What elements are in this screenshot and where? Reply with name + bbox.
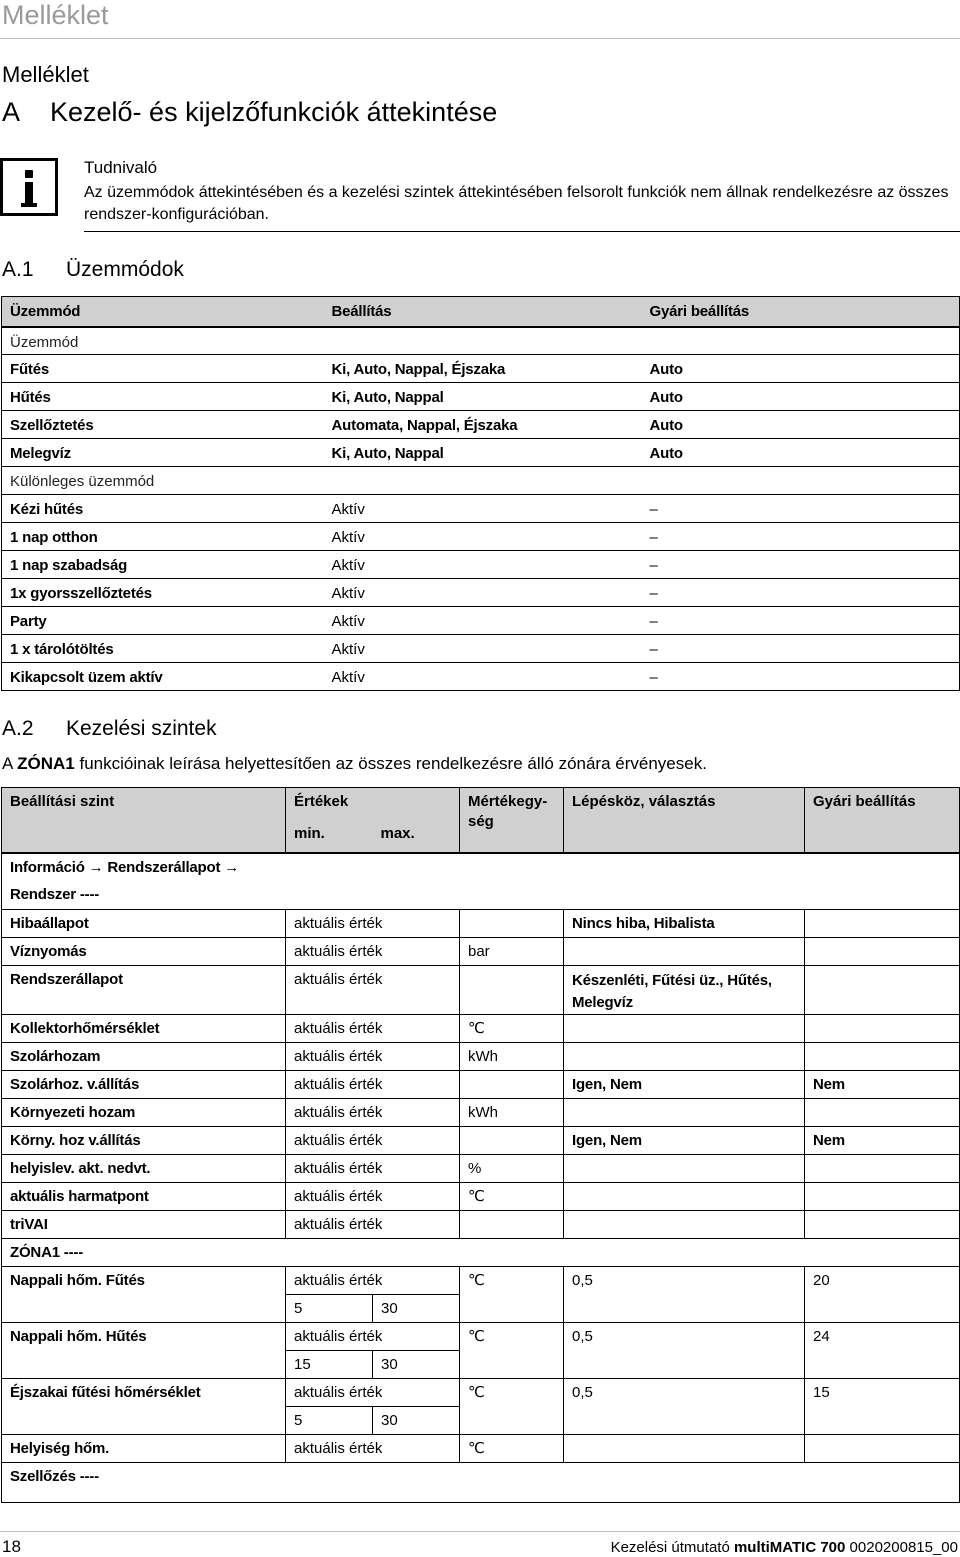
table-cell: 30: [373, 1350, 460, 1378]
table-cell: [460, 1210, 564, 1238]
table-cell: [805, 937, 960, 965]
col-header-unit: Mértékegy-ség: [460, 788, 564, 854]
chapter-title-text: Kezelő- és kijelzőfunkciók áttekintése: [50, 97, 498, 127]
info-icon: [0, 158, 58, 216]
table-row: Szolárhozam: [2, 1042, 286, 1070]
appendix-title: Melléklet: [2, 62, 89, 87]
table-row: Hűtés: [2, 383, 324, 411]
table-cell: Auto: [642, 439, 960, 467]
table-cell: [564, 1154, 805, 1182]
table-cell: ℃: [460, 1434, 564, 1462]
table-row: Nappali hőm. Hűtés: [2, 1322, 286, 1378]
table-cell: Aktív: [324, 551, 642, 579]
table-cell: [805, 1154, 960, 1182]
notice-text: Az üzemmódok áttekintésében és a kezelési szintek áttekintésében felsorolt funkciók nem állnak rendelkezésre az összes rendszer-konfigurációban.: [84, 184, 949, 223]
table-cell: [564, 1182, 805, 1210]
table-row: triVAI: [2, 1210, 286, 1238]
table-cell: [564, 1014, 805, 1042]
table-cell: 5: [286, 1406, 373, 1434]
table-cell: Auto: [642, 355, 960, 383]
menu-path-system: Rendszer ----: [2, 881, 960, 909]
intro-text: A: [2, 754, 18, 773]
footer-text: [611, 1539, 958, 1557]
table-cell: 5: [286, 1294, 373, 1322]
table-cell: –: [649, 669, 658, 686]
table-cell: aktuális érték: [286, 1098, 460, 1126]
control-levels-table: [1, 787, 960, 1503]
table-cell: [564, 937, 805, 965]
table-row: Víznyomás: [2, 937, 286, 965]
table-cell: [564, 1210, 805, 1238]
table-cell: Készenléti, Fűtési üz., Hűtés, Melegvíz: [564, 965, 805, 1014]
section-title: Kezelési szintek: [66, 717, 217, 740]
table-cell: aktuális érték: [286, 1182, 460, 1210]
table-cell: aktuális érték: [286, 1154, 460, 1182]
table-cell: 30: [373, 1294, 460, 1322]
table-cell: Nincs hiba, Hibalista: [564, 909, 805, 937]
zone-header: ZÓNA1 ----: [2, 1238, 960, 1266]
table-row: Kikapcsolt üzem aktív: [10, 669, 163, 686]
table-cell: aktuális érték: [286, 909, 460, 937]
table-cell: aktuális érték: [286, 1042, 460, 1070]
table-cell: [805, 1434, 960, 1462]
notice-rule: [84, 231, 960, 232]
table-cell: ℃: [460, 1266, 564, 1322]
table-cell: aktuális érték: [286, 1378, 460, 1406]
table-cell: [805, 965, 960, 1014]
table-cell: –: [642, 607, 960, 635]
table-cell: Ki, Auto, Nappal: [324, 383, 642, 411]
table-cell: Ki, Auto, Nappal, Éjszaka: [324, 355, 642, 383]
table-cell: 30: [373, 1406, 460, 1434]
table-cell: kWh: [460, 1042, 564, 1070]
info-notice: [0, 156, 960, 232]
table-cell: 15: [805, 1378, 960, 1434]
page-number: 18: [2, 1537, 21, 1556]
table-cell: 0,5: [564, 1266, 805, 1322]
section-a2-intro: [2, 753, 707, 775]
table-cell: [805, 1042, 960, 1070]
table-cell: 24: [805, 1322, 960, 1378]
table-cell: ℃: [460, 1014, 564, 1042]
table-row: Kézi hűtés: [2, 495, 324, 523]
table-cell: [460, 1126, 564, 1154]
col-header-values: Értékek: [286, 788, 460, 821]
table-cell: –: [642, 635, 960, 663]
table-cell: 0,5: [564, 1378, 805, 1434]
footer-rule: [0, 1531, 960, 1532]
table-cell: aktuális érték: [286, 1070, 460, 1098]
table-cell: aktuális érték: [286, 1126, 460, 1154]
group-special-mode: Különleges üzemmód: [2, 467, 960, 495]
intro-zone: ZÓNA1: [17, 754, 75, 773]
table-cell: –: [642, 495, 960, 523]
table-cell: aktuális érték: [286, 1434, 460, 1462]
col-header-min: min.: [286, 820, 373, 853]
table-cell: Automata, Nappal, Éjszaka: [324, 411, 642, 439]
table-cell: kWh: [460, 1098, 564, 1126]
table-cell: Igen, Nem: [564, 1126, 805, 1154]
table-row: Nappali hőm. Fűtés: [2, 1266, 286, 1322]
table-cell: aktuális érték: [286, 1322, 460, 1350]
footer-product: multiMATIC 700: [733, 1539, 846, 1556]
table-cell: –: [642, 551, 960, 579]
table-cell: Auto: [642, 383, 960, 411]
section-a2-heading: [2, 717, 217, 741]
table-cell: [564, 1098, 805, 1126]
table-cell: Ki, Auto, Nappal: [324, 439, 642, 467]
col-header-mode: Üzemmód: [2, 297, 324, 327]
table-cell: 0,5: [564, 1322, 805, 1378]
section-title: Üzemmódok: [66, 258, 184, 281]
section-number: A.1: [2, 258, 34, 281]
table-cell: [805, 1210, 960, 1238]
menu-path: Információ → Rendszerállapot →: [10, 859, 240, 876]
table-cell: –: [642, 579, 960, 607]
table-cell: %: [460, 1154, 564, 1182]
table-row: Kollektorhőmérséklet: [2, 1014, 286, 1042]
running-head: Melléklet: [2, 0, 109, 30]
table-cell: aktuális érték: [286, 965, 460, 1014]
table-row: aktuális harmatpont: [2, 1182, 286, 1210]
table-cell: aktuális érték: [286, 937, 460, 965]
table-cell: [564, 1434, 805, 1462]
table-cell: Aktív: [324, 607, 642, 635]
table-cell: [805, 1098, 960, 1126]
table-cell: ℃: [460, 1378, 564, 1434]
table-cell: [805, 1014, 960, 1042]
table-row: Szolárhoz. v.állítás: [2, 1070, 286, 1098]
table-row: Fűtés: [2, 355, 324, 383]
col-header-step: Lépésköz, választás: [564, 788, 805, 854]
table-cell: aktuális érték: [286, 1266, 460, 1294]
table-cell: 15: [286, 1350, 373, 1378]
table-cell: aktuális érték: [286, 1014, 460, 1042]
table-cell: Nem: [805, 1070, 960, 1098]
table-cell: Auto: [642, 411, 960, 439]
table-cell: ℃: [460, 1322, 564, 1378]
header-rule: [0, 38, 960, 39]
table-cell: bar: [460, 937, 564, 965]
footer-doc: Kezelési útmutató: [610, 1539, 734, 1556]
table-row: Környezeti hozam: [2, 1098, 286, 1126]
table-cell: [805, 1182, 960, 1210]
table-cell: aktuális érték: [286, 1210, 460, 1238]
intro-text: funkcióinak leírása helyettesítően az összes rendelkezésre álló zónára érvényesek.: [74, 754, 707, 773]
table-cell: [460, 1070, 564, 1098]
table-row: 1 x tárolótöltés: [2, 635, 324, 663]
table-cell: Aktív: [324, 579, 642, 607]
col-header-level: Beállítási szint: [2, 788, 286, 854]
ventilation-header: Szellőzés ----: [10, 1467, 99, 1485]
table-row: Szellőztetés: [2, 411, 324, 439]
table-cell: Aktív: [324, 523, 642, 551]
table-cell: [460, 965, 564, 1014]
table-row: Melegvíz: [2, 439, 324, 467]
col-header-setting: Beállítás: [324, 297, 642, 327]
section-a1-heading: [2, 258, 184, 282]
footer-code: 0020200815_00: [845, 1539, 958, 1556]
operating-modes-table: [1, 296, 960, 691]
table-cell: ℃: [460, 1182, 564, 1210]
group-operating-mode: Üzemmód: [2, 327, 960, 355]
table-row: helyislev. akt. nedvt.: [2, 1154, 286, 1182]
notice-title: Tudnivaló: [84, 158, 158, 177]
col-header-factory: Gyári beállítás: [642, 297, 960, 327]
table-row: Éjszakai fűtési hőmérséklet: [2, 1378, 286, 1434]
table-row: Hibaállapot: [2, 909, 286, 937]
table-cell: Aktív: [324, 495, 642, 523]
table-cell: Igen, Nem: [564, 1070, 805, 1098]
table-row: Körny. hoz v.állítás: [2, 1126, 286, 1154]
table-cell: [805, 909, 960, 937]
table-cell: –: [642, 523, 960, 551]
chapter-title: [2, 96, 497, 128]
table-row: Helyiség hőm.: [2, 1434, 286, 1462]
table-cell: Aktív: [324, 635, 642, 663]
table-row: Rendszerállapot: [2, 965, 286, 1014]
chapter-letter: A: [2, 97, 21, 127]
col-header-factory: Gyári beállítás: [805, 788, 960, 854]
table-cell: Nem: [805, 1126, 960, 1154]
table-cell: [460, 909, 564, 937]
section-number: A.2: [2, 717, 34, 740]
table-row: 1x gyorsszellőztetés: [2, 579, 324, 607]
table-row: 1 nap szabadság: [2, 551, 324, 579]
table-row: 1 nap otthon: [2, 523, 324, 551]
table-cell: Aktív: [331, 669, 365, 686]
col-header-max: max.: [373, 820, 460, 853]
table-row: Party: [2, 607, 324, 635]
table-cell: 20: [805, 1266, 960, 1322]
table-cell: [564, 1042, 805, 1070]
